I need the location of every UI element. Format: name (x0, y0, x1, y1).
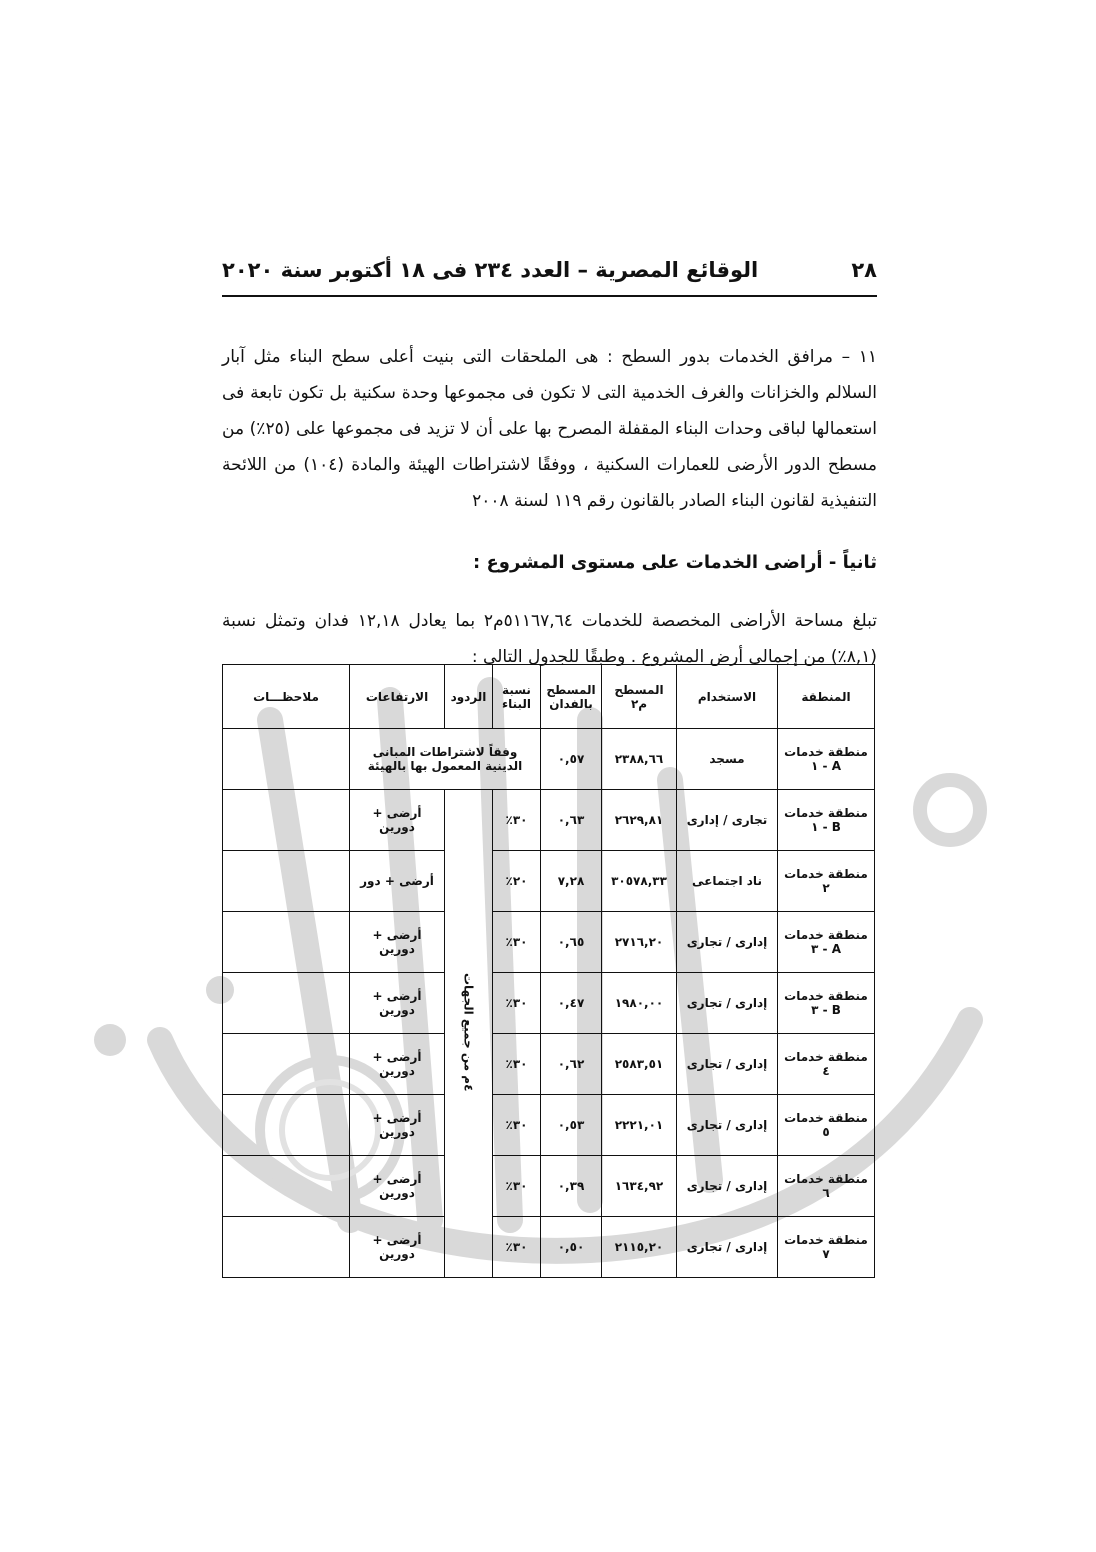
heights-cell: أرضى + دورين (350, 1095, 445, 1156)
table-header-row (223, 665, 875, 729)
heights-cell: أرضى + دورين (350, 790, 445, 851)
notes-cell (223, 851, 350, 912)
area-feddan-cell: ٠,٣٩ (541, 1156, 602, 1217)
services-table (222, 664, 875, 1278)
area-m2-cell: ٢٧١٦,٢٠ (602, 912, 677, 973)
table-row (223, 1156, 875, 1217)
building-ratio-cell: ٢٠٪ (493, 851, 541, 912)
setbacks-text: ٤م من جميع الجهات (461, 972, 476, 1092)
zone-cell: منطقة خدمات ٦ (778, 1156, 875, 1217)
area-m2-cell: ٢٢٢١,٠١ (602, 1095, 677, 1156)
notes-cell (223, 790, 350, 851)
notes-cell (223, 912, 350, 973)
area-feddan-cell: ٠,٦٥ (541, 912, 602, 973)
use-cell: إدارى / تجارى (677, 1095, 778, 1156)
col-notes: ملاحظـــات (223, 665, 350, 729)
use-cell: ناد اجتماعى (677, 851, 778, 912)
col-zone: المنطقة (778, 665, 875, 729)
header-rule (222, 295, 877, 297)
zone-cell: منطقة خدمات B - ٣ (778, 973, 875, 1034)
building-ratio-cell: ٣٠٪ (493, 912, 541, 973)
notes-cell (223, 1034, 350, 1095)
area-m2-cell: ٢١١٥,٢٠ (602, 1217, 677, 1278)
notes-cell (223, 1095, 350, 1156)
area-feddan-cell: ٠,٥٠ (541, 1217, 602, 1278)
building-ratio-cell: ٣٠٪ (493, 1217, 541, 1278)
area-feddan-cell: ٠,٤٧ (541, 973, 602, 1034)
col-heights: الارتفاعات (350, 665, 445, 729)
col-use: الاستخدام (677, 665, 778, 729)
table-row (223, 1095, 875, 1156)
use-cell: إدارى / تجارى (677, 1156, 778, 1217)
building-ratio-cell: ٣٠٪ (493, 1095, 541, 1156)
heights-cell: أرضى + دورين (350, 912, 445, 973)
heights-cell: أرضى + دورين (350, 1034, 445, 1095)
notes-cell (223, 729, 350, 790)
area-m2-cell: ١٩٨٠,٠٠ (602, 973, 677, 1034)
zone-cell: منطقة خدمات ٥ (778, 1095, 875, 1156)
area-m2-cell: ٢٣٨٨,٦٦ (602, 729, 677, 790)
heights-cell: أرضى + دورين (350, 1217, 445, 1278)
col-building-ratio: نسبة البناء (493, 665, 541, 729)
page-number: ٢٨ (851, 258, 877, 282)
section-heading: ثانياً - أراضى الخدمات على مستوى المشروع : (473, 552, 877, 573)
table-row (223, 729, 875, 790)
area-feddan-cell: ٠,٦٣ (541, 790, 602, 851)
building-ratio-cell: ٣٠٪ (493, 790, 541, 851)
building-ratio-cell: ٣٠٪ (493, 1034, 541, 1095)
area-m2-cell: ٢٦٢٩,٨١ (602, 790, 677, 851)
use-cell: إدارى / تجارى (677, 1217, 778, 1278)
use-cell: إدارى / تجارى (677, 912, 778, 973)
setbacks-merged-cell (445, 790, 493, 1278)
use-cell: إدارى / تجارى (677, 1034, 778, 1095)
table-row (223, 1217, 875, 1278)
table-row (223, 851, 875, 912)
religious-buildings-note: وفقاً لاشتراطات المبانى الدينية المعمول بها بالهيئة (350, 729, 541, 790)
paragraph-services-area: تبلغ مساحة الأراضى المخصصة للخدمات ٥١١٦٧,٦٤م٢ بما يعادل ١٢,١٨ فدان وتمثل نسبة (٨,١٪) من إجمالى أرض المشروع . وطبقًا للجدول التالى : (222, 611, 877, 667)
use-cell: مسجد (677, 729, 778, 790)
area-m2-cell: ٣٠٥٧٨,٣٣ (602, 851, 677, 912)
area-m2-cell: ٢٥٨٣,٥١ (602, 1034, 677, 1095)
zone-cell: منطقة خدمات B - ١ (778, 790, 875, 851)
heights-cell: أرضى + دورين (350, 1156, 445, 1217)
paragraph-roof-services: ١١ – مرافق الخدمات بدور السطح : هى الملحقات التى بنيت أعلى سطح البناء مثل آبار السلالم والخزانات والغرف الخدمية التى لا تكون فى مجموعها وحدة سكنية بل تكون تابعة فى استعمالها لباقى وحدات البناء المقفلة المصرح بها على أن لا تزيد فى مجموعها على (٢٥٪) من مسطح الدور الأرضى للعمارات السكنية ، ووفقًا لاشتراطات الهيئة والمادة (١٠٤) من اللائحة التنفيذية لقانون البناء الصادر بالقانون رقم ١١٩ لسنة ٢٠٠٨ (222, 347, 878, 511)
table-row (223, 912, 875, 973)
col-area-m2: المسطح م٢ (602, 665, 677, 729)
table-row (223, 790, 875, 851)
notes-cell (223, 1156, 350, 1217)
page-header (222, 252, 877, 288)
zone-cell: منطقة خدمات ٢ (778, 851, 875, 912)
gazette-title: الوقائع المصرية – العدد ٢٣٤ فى ١٨ أكتوبر سنة ٢٠٢٠ (222, 258, 759, 282)
building-ratio-cell: ٣٠٪ (493, 973, 541, 1034)
zone-cell: منطقة خدمات ٤ (778, 1034, 875, 1095)
area-feddan-cell: ٧,٢٨ (541, 851, 602, 912)
col-setbacks: الردود (445, 665, 493, 729)
use-cell: إدارى / تجارى (677, 973, 778, 1034)
zone-cell: منطقة خدمات A - ٣ (778, 912, 875, 973)
zone-cell: منطقة خدمات A - ١ (778, 729, 875, 790)
heights-cell: أرضى + دور (350, 851, 445, 912)
area-m2-cell: ١٦٣٤,٩٢ (602, 1156, 677, 1217)
zone-cell: منطقة خدمات ٧ (778, 1217, 875, 1278)
area-feddan-cell: ٠,٥٣ (541, 1095, 602, 1156)
table-row (223, 1034, 875, 1095)
area-feddan-cell: ٠,٦٢ (541, 1034, 602, 1095)
notes-cell (223, 1217, 350, 1278)
use-cell: تجارى / إدارى (677, 790, 778, 851)
heights-cell: أرضى + دورين (350, 973, 445, 1034)
col-area-feddan: المسطح بالفدان (541, 665, 602, 729)
table-row (223, 973, 875, 1034)
area-feddan-cell: ٠,٥٧ (541, 729, 602, 790)
building-ratio-cell: ٣٠٪ (493, 1156, 541, 1217)
notes-cell (223, 973, 350, 1034)
